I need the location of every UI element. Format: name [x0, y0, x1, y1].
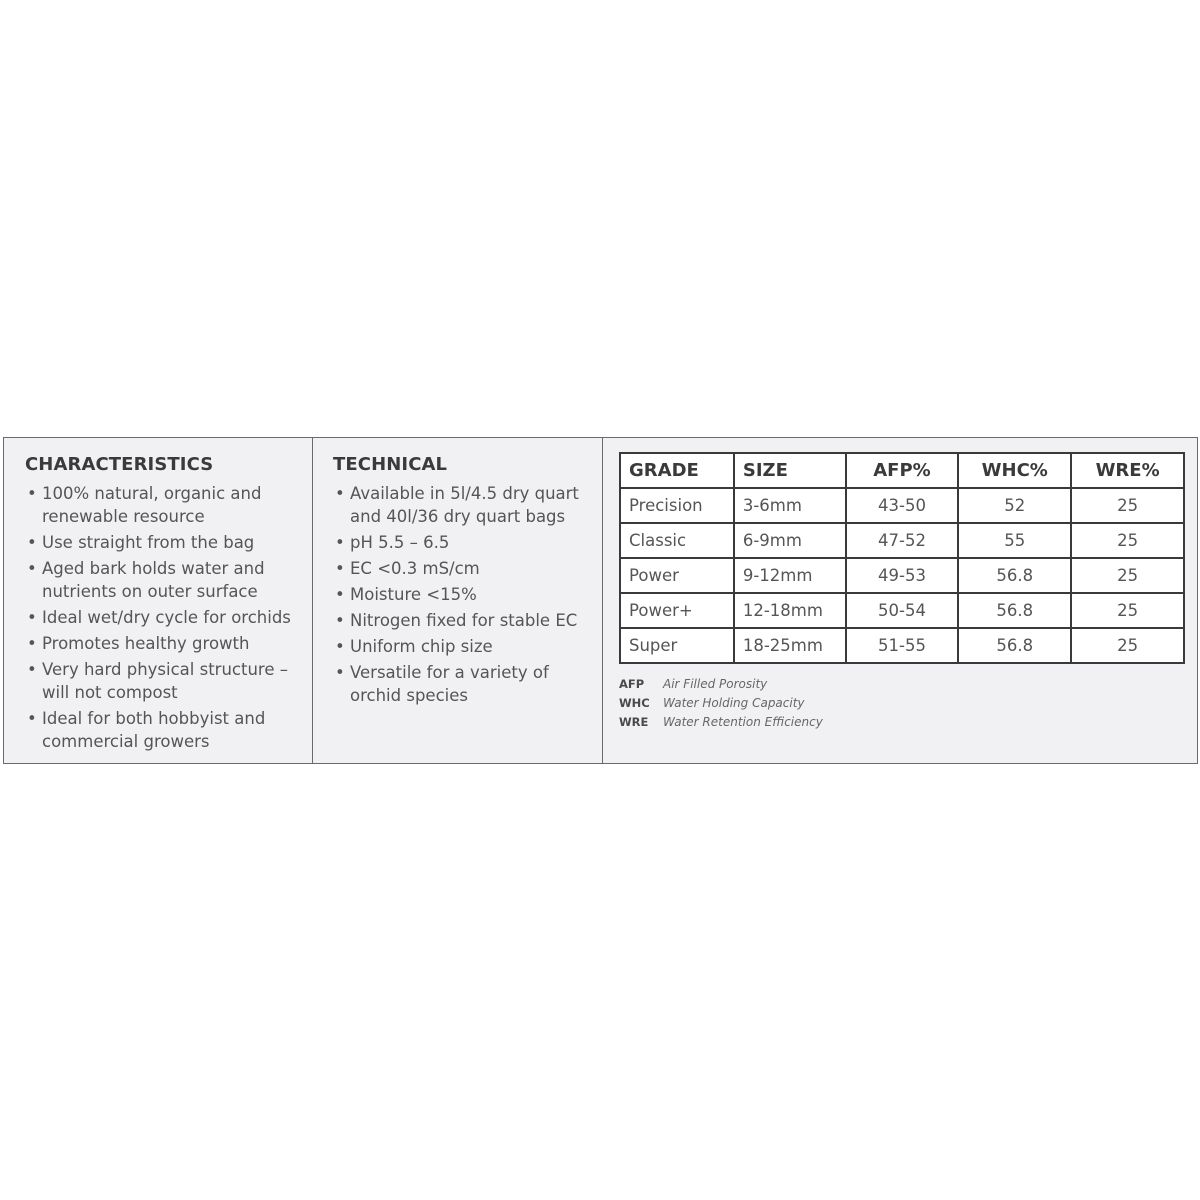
table-row	[620, 628, 1184, 663]
abbreviation-legend	[619, 675, 1187, 732]
legend-abbr: AFP	[619, 677, 645, 691]
list-item: • Uniform chip size	[333, 635, 602, 658]
header-whc: WHC%	[958, 453, 1071, 488]
list-item: • Use straight from the bag	[25, 531, 312, 554]
technical-list	[333, 482, 602, 707]
cell-wre: 25	[1071, 488, 1184, 523]
list-item: • 100% natural, organic and renewable resource	[25, 482, 312, 528]
cell-whc: 56.8	[958, 628, 1071, 663]
characteristics-column	[4, 438, 313, 763]
list-item: • Very hard physical structure – will not compost	[25, 658, 312, 704]
cell-afp: 43-50	[846, 488, 959, 523]
cell-afp: 51-55	[846, 628, 959, 663]
list-item: • Ideal for both hobbyist and commercial growers	[25, 707, 312, 753]
cell-afp: 47-52	[846, 523, 959, 558]
legend-definition: Air Filled Porosity	[663, 677, 768, 691]
technical-heading: TECHNICAL	[333, 454, 448, 475]
cell-grade: Power+	[620, 593, 734, 628]
cell-wre: 25	[1071, 593, 1184, 628]
technical-column	[313, 438, 603, 763]
list-item: • Moisture <15%	[333, 583, 602, 606]
header-wre: WRE%	[1071, 453, 1184, 488]
cell-wre: 25	[1071, 558, 1184, 593]
cell-size: 18-25mm	[734, 628, 846, 663]
list-item: • Available in 5l/4.5 dry quart and 40l/36 dry quart bags	[333, 482, 602, 528]
cell-grade: Power	[620, 558, 734, 593]
header-afp: AFP%	[846, 453, 959, 488]
characteristics-heading: CHARACTERISTICS	[25, 454, 214, 475]
cell-wre: 25	[1071, 523, 1184, 558]
header-grade: GRADE	[620, 453, 734, 488]
header-size: SIZE	[734, 453, 846, 488]
cell-whc: 52	[958, 488, 1071, 523]
table-row	[620, 523, 1184, 558]
legend-row	[619, 694, 1187, 713]
cell-grade: Super	[620, 628, 734, 663]
table-row	[620, 558, 1184, 593]
table-row	[620, 488, 1184, 523]
product-info-panel	[3, 437, 1198, 764]
legend-row	[619, 713, 1187, 732]
grade-table	[619, 452, 1185, 664]
list-item: • EC <0.3 mS/cm	[333, 557, 602, 580]
table-header-row	[620, 453, 1184, 488]
cell-afp: 50-54	[846, 593, 959, 628]
cell-size: 12-18mm	[734, 593, 846, 628]
cell-grade: Precision	[620, 488, 734, 523]
cell-whc: 55	[958, 523, 1071, 558]
cell-whc: 56.8	[958, 593, 1071, 628]
legend-abbr: WHC	[619, 696, 650, 710]
cell-grade: Classic	[620, 523, 734, 558]
list-item: • Versatile for a variety of orchid species	[333, 661, 602, 707]
characteristics-list	[25, 482, 312, 753]
legend-abbr: WRE	[619, 715, 649, 729]
list-item: • Ideal wet/dry cycle for orchids	[25, 606, 312, 629]
list-item: • Aged bark holds water and nutrients on outer surface	[25, 557, 312, 603]
list-item: • Promotes healthy growth	[25, 632, 312, 655]
cell-whc: 56.8	[958, 558, 1071, 593]
list-item: • pH 5.5 – 6.5	[333, 531, 602, 554]
grade-table-column	[603, 438, 1197, 763]
legend-row	[619, 675, 1187, 694]
cell-size: 9-12mm	[734, 558, 846, 593]
cell-size: 3-6mm	[734, 488, 846, 523]
list-item: • Nitrogen fixed for stable EC	[333, 609, 602, 632]
cell-afp: 49-53	[846, 558, 959, 593]
legend-definition: Water Holding Capacity	[663, 696, 805, 710]
cell-size: 6-9mm	[734, 523, 846, 558]
legend-definition: Water Retention Efficiency	[663, 715, 823, 729]
cell-wre: 25	[1071, 628, 1184, 663]
table-row	[620, 593, 1184, 628]
